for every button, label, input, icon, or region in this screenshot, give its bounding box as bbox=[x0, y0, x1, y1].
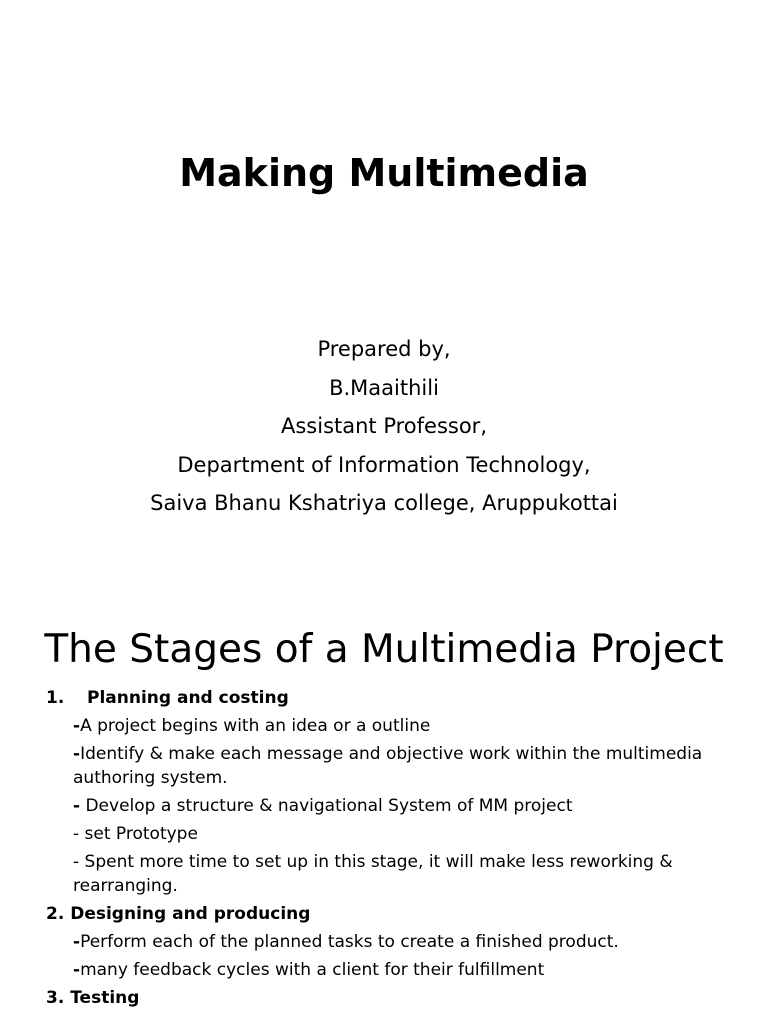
author-college: Saiva Bhanu Kshatriya college, Aruppukottai bbox=[150, 491, 618, 515]
stage-heading bbox=[46, 986, 706, 1010]
stages-slide bbox=[0, 576, 768, 1024]
prepared-by-label: Prepared by, bbox=[317, 337, 451, 361]
point-dash: - bbox=[73, 716, 81, 736]
stage-point bbox=[46, 714, 706, 738]
point-text: A project begins with an idea or a outline bbox=[80, 716, 431, 736]
stage-point bbox=[46, 958, 706, 982]
stage-number: 2. bbox=[46, 904, 65, 924]
stage-point bbox=[46, 742, 706, 790]
point-dash: - bbox=[73, 960, 81, 980]
point-text: - Spent more time to set up in this stage, it will make less reworking & rearranging. bbox=[73, 852, 673, 896]
stages-slide-title: The Stages of a Multimedia Project bbox=[44, 627, 724, 672]
author-name: B.Maaithili bbox=[329, 375, 439, 400]
presentation-title: Making Multimedia bbox=[179, 151, 589, 195]
point-text: Perform each of the planned tasks to create a finished product. bbox=[80, 932, 619, 952]
stage-point bbox=[46, 850, 706, 898]
author-department: Department of Information Technology, bbox=[177, 452, 591, 477]
point-dash: - bbox=[73, 744, 81, 764]
stage-title: Testing bbox=[70, 988, 140, 1008]
point-dash: - bbox=[73, 796, 81, 816]
point-dash: - bbox=[73, 932, 81, 952]
stage-number: 3. bbox=[46, 988, 65, 1008]
stage-title: Planning and costing bbox=[87, 688, 289, 708]
stage-point bbox=[46, 794, 706, 818]
stages-list bbox=[46, 686, 706, 1014]
author-position: Assistant Professor, bbox=[280, 414, 487, 438]
stage-point bbox=[46, 822, 706, 846]
stage-title: Designing and producing bbox=[70, 904, 311, 924]
stage-point bbox=[46, 930, 706, 954]
point-text: - set Prototype bbox=[73, 824, 198, 844]
point-text: many feedback cycles with a client for their fulfillment bbox=[80, 960, 545, 980]
point-text: Identify & make each message and objective work within the multimedia authoring system. bbox=[73, 744, 703, 788]
point-text: Develop a structure & navigational System of MM project bbox=[80, 796, 573, 816]
author-info bbox=[0, 330, 768, 523]
stage-heading bbox=[46, 686, 706, 710]
stage-heading bbox=[46, 902, 706, 926]
stage-number: 1. bbox=[46, 688, 65, 708]
